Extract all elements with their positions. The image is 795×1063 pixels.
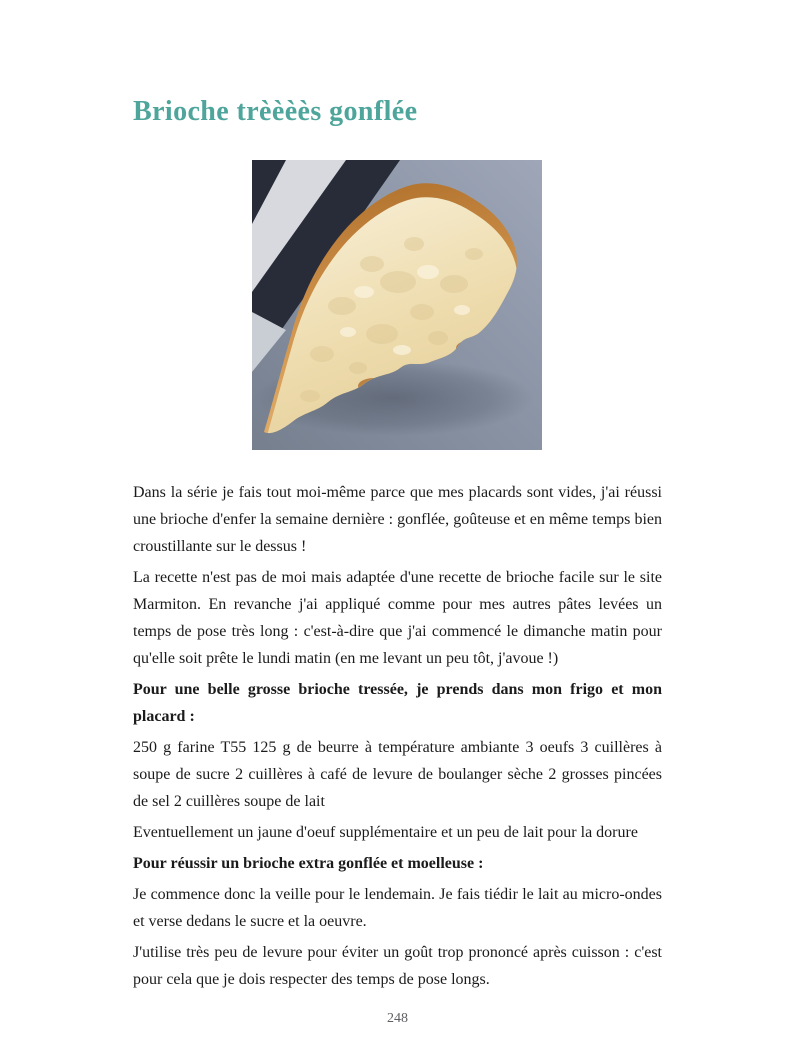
paragraph-method-1: Je commence donc la veille pour le lendemain. Je fais tiédir le lait au micro-ondes et verse dedans le sucre et la oeuvre. (133, 886, 662, 930)
brioche-photo (252, 160, 542, 450)
paragraph-origin: La recette n'est pas de moi mais adaptée d'une recette de brioche facile sur le site Marmiton. En revanche j'ai appliqué comme pour mes autres pâtes levées un temps de pose très long : c'est-à-dire que j'ai commencé le dimanche matin pour qu'elle soit prête le lundi matin (en me levant un peu tôt, j'avoue !) (133, 569, 662, 667)
heading-method: Pour réussir un brioche extra gonflée et moelleuse : (133, 855, 484, 872)
page-title: Brioche trèèèès gonflée (133, 96, 418, 127)
paragraph-intro: Dans la série je fais tout moi-même parce que mes placards sont vides, j'ai réussi une brioche d'enfer la semaine dernière : gonflée, goûteuse et en même temps bien croustillante sur le dessus ! (133, 484, 662, 555)
paragraph-ingredients: 250 g farine T55 125 g de beurre à température ambiante 3 oeufs 3 cuillères à soupe de sucre 2 cuillères à café de levure de boulanger sèche 2 grosses pincées de sel 2 cuillères soupe de lait (133, 739, 662, 810)
brioche-photo-illustration (252, 160, 542, 450)
page-number: 248 (387, 1011, 408, 1026)
recipe-text (133, 479, 662, 997)
paragraph-glaze: Eventuellement un jaune d'oeuf supplémentaire et un peu de lait pour la dorure (133, 824, 638, 841)
paragraph-method-2: J'utilise très peu de levure pour éviter un goût trop prononcé après cuisson : c'est pour cela que je dois respecter des temps de pose longs. (133, 944, 662, 988)
heading-ingredients: Pour une belle grosse brioche tressée, je prends dans mon frigo et mon placard : (133, 681, 662, 725)
